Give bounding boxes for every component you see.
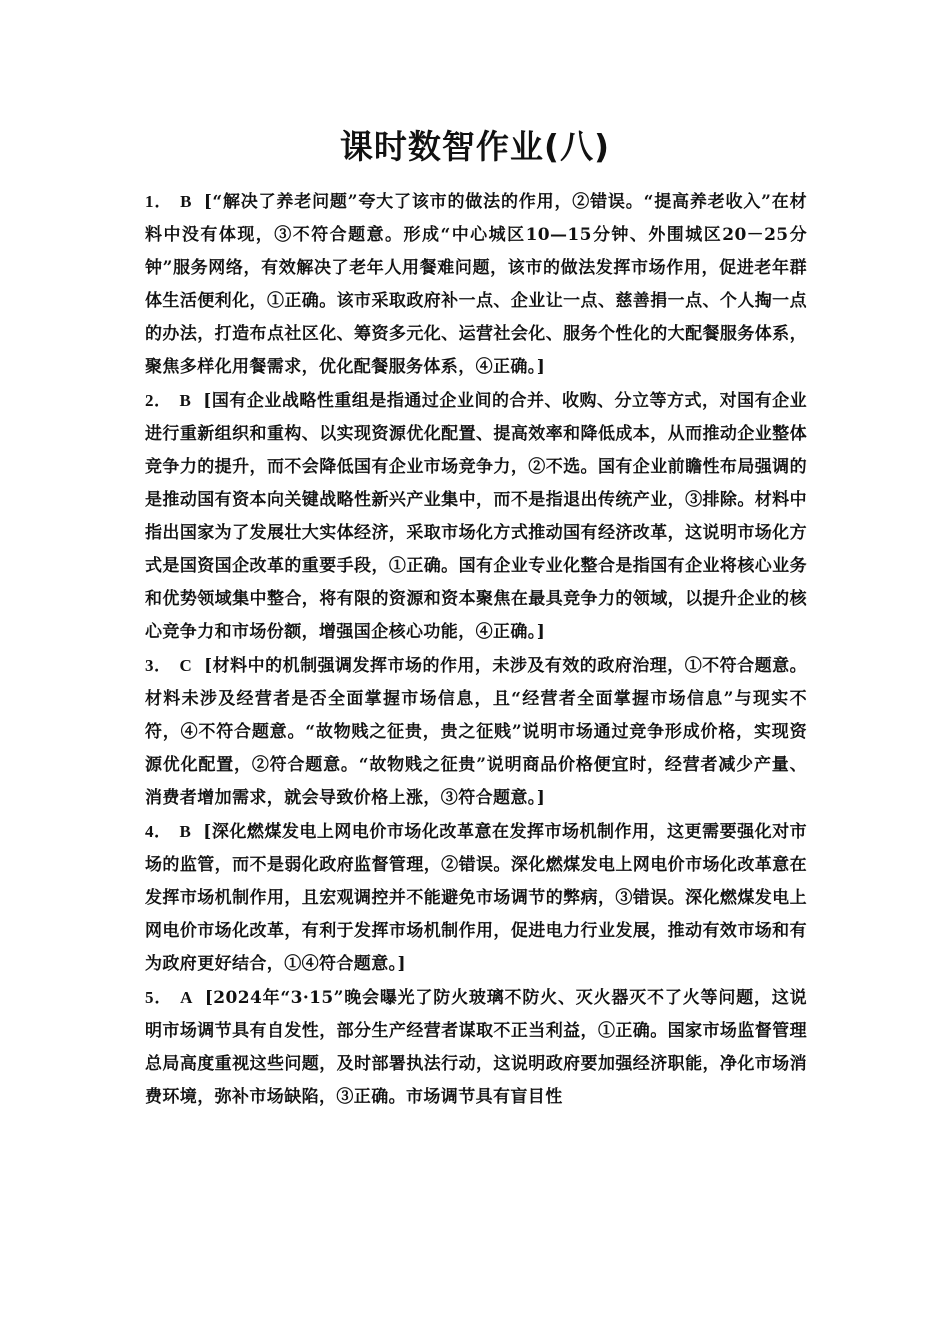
answer-explanation: [“解决了养老问题”夸大了该市的做法的作用，②错误。“提高养老收入”在材料中没有体现，③不符合题意。形成“中心城区10—15分钟、外围城区20－25分钟”服务网络，有效解决了老年人用餐难问题，该市的做法发挥市场作用，促进老年群体生活便利化，①正确。该市采取政府补一点、企业让一点、慈善捐一点、个人掏一点的办法，打造布点社区化、筹资多元化、运营社会化、服务个性化的大配餐服务体系，聚焦多样化用餐需求，优化配餐服务体系，④正确。] — [145, 192, 807, 377]
answer-option: B — [180, 192, 192, 211]
answer-option: B — [179, 391, 192, 410]
answer-list — [145, 185, 807, 1114]
answer-item — [145, 981, 807, 1114]
question-number: 3． — [145, 656, 172, 675]
answer-explanation: [材料中的机制强调发挥市场的作用，未涉及有效的政府治理，①不符合题意。材料未涉及经营者是否全面掌握市场信息，且“经营者全面掌握市场信息”与现实不符，④不符合题意。“故物贱之征贵，贵之征贱”说明市场通过竞争形成价格，实现资源优化配置，②符合题意。“故物贱之征贵”说明商品价格便宜时，经营者减少产量、消费者增加需求，就会导致价格上涨，③符合题意。] — [145, 656, 807, 808]
question-number: 1． — [145, 192, 173, 211]
answer-item — [145, 185, 807, 384]
answer-item — [145, 649, 807, 815]
question-number: 2． — [145, 391, 172, 410]
answer-option: B — [179, 822, 192, 841]
page-title: 课时数智作业(八) — [339, 127, 611, 166]
answer-item — [145, 815, 807, 981]
answer-option: C — [179, 656, 193, 675]
question-number: 5． — [145, 988, 173, 1007]
question-number: 4． — [145, 822, 172, 841]
answer-explanation: [国有企业战略性重组是指通过企业间的合并、收购、分立等方式，对国有企业进行重新组织和重构、以实现资源优化配置、提高效率和降低成本，从而推动企业整体竞争力的提升，而不会降低国有企业市场竞争力，②不选。国有企业前瞻性布局强调的是推动国有资本向关键战略性新兴产业集中，而不是指退出传统产业，③排除。材料中指出国家为了发展壮大实体经济，采取市场化方式推动国有经济改革，这说明市场化方式是国资国企改革的重要手段，①正确。国有企业专业化整合是指国有企业将核心业务和优势领域集中整合，将有限的资源和资本聚焦在最具竞争力的领域，以提升企业的核心竞争力和市场份额，增强国企核心功能，④正确。] — [145, 391, 807, 642]
answer-item — [145, 384, 807, 649]
answer-option: A — [180, 988, 193, 1007]
answer-explanation: [深化燃煤发电上网电价市场化改革意在发挥市场机制作用，这更需要强化对市场的监管，而不是弱化政府监督管理，②错误。深化燃煤发电上网电价市场化改革意在发挥市场机制作用，且宏观调控并不能避免市场调节的弊病，③错误。深化燃煤发电上网电价市场化改革，有利于发挥市场机制作用，促进电力行业发展，推动有效市场和有为政府更好结合，①④符合题意。] — [145, 822, 807, 974]
answer-explanation: [2024年“3·15”晚会曝光了防火玻璃不防火、灭火器灭不了火等问题，这说明市场调节具有自发性，部分生产经营者谋取不正当利益，①正确。国家市场监督管理总局高度重视这些问题，及时部署执法行动，这说明政府要加强经济职能，净化市场消费环境，弥补市场缺陷，③正确。市场调节具有盲目性 — [145, 988, 807, 1107]
